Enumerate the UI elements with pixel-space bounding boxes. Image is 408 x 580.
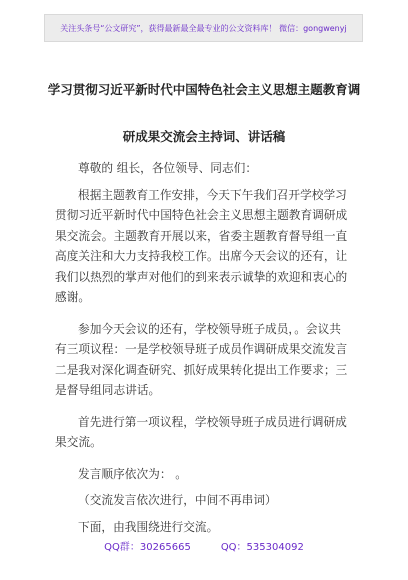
paragraph-line: 我们以热烈的掌声对他们的到来表示诚挚的欢迎和衷心的 <box>55 269 348 284</box>
paragraph-line: 首先进行第一项议程，学校领导班子成员进行调研成 <box>78 414 347 429</box>
header-banner <box>44 14 363 42</box>
paragraph-2 <box>55 319 353 401</box>
paragraph-3 <box>55 412 353 453</box>
footer-qq-group: QQ群：30265665 <box>104 542 191 553</box>
paragraph-line: 是督导组同志讲话。 <box>55 383 161 397</box>
paragraph-line: 参加今天会议的还有，学校领导班子成员，。会议共 <box>78 321 341 336</box>
footer <box>0 538 408 553</box>
paragraph-line: 贯彻习近平新时代中国特色社会主义思想主题教育调研成 <box>55 208 348 222</box>
salutation: 尊敬的 组长，各位领导、同志们： <box>78 161 258 175</box>
document-body <box>55 158 353 537</box>
paragraph-line: 果交流。 <box>55 435 102 449</box>
paragraph-4: 发言顺序依次为： 。 <box>78 466 187 481</box>
paragraph-line: 有三项议程：一是学校领导班子成员作调研成果交流发言 <box>55 342 348 356</box>
document-title-line-2: 研成果交流会主持词、讲话稿 <box>122 129 286 144</box>
paragraph-line: 高度关注和大力支持我校工作。出席今天会议的还有，让 <box>55 249 348 263</box>
footer-qq: QQ：535304092 <box>220 542 304 553</box>
paragraph-line: 感谢。 <box>55 290 91 304</box>
document-title-line-1: 学习贯彻习近平新时代中国特色社会主义思想主题教育调 <box>47 82 361 97</box>
paragraph-1 <box>55 185 353 308</box>
header-banner-text: 关注头条号“公文研究”，获得最新最全最专业的公文资料库！ 微信：gongwenyj <box>60 23 347 33</box>
paragraph-5: （交流发言依次进行，中间不再串词） <box>78 493 277 507</box>
paragraph-line: 果交流会。主题教育开展以来，省委主题教育督导组一直 <box>55 228 348 243</box>
paragraph-line: 根据主题教育工作安排，今天下午我们召开学校学习 <box>78 187 347 202</box>
paragraph-6: 下面，由我围绕进行交流。 <box>78 519 219 534</box>
paragraph-line: 二是我对深化调查研究、抓好成果转化提出工作要求；三 <box>55 362 348 377</box>
